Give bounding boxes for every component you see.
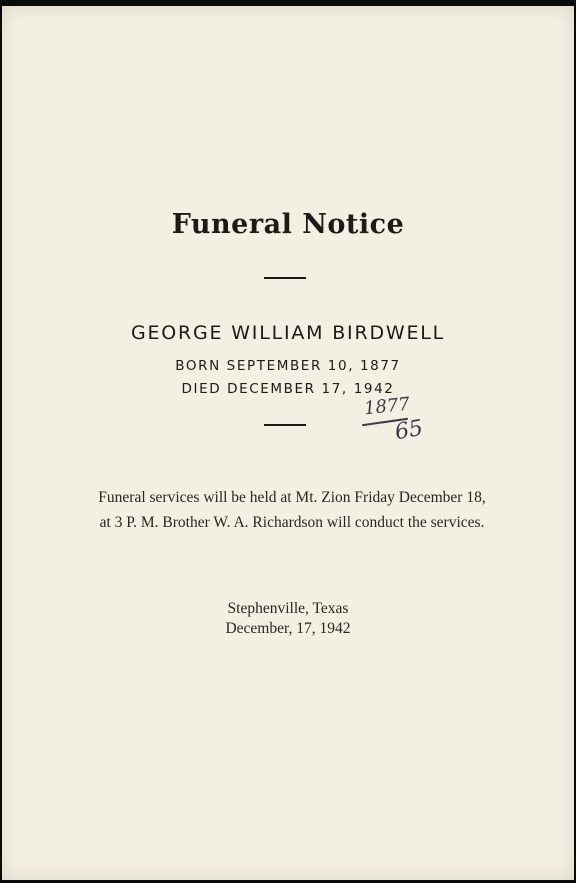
- handwritten-age: 65: [393, 415, 425, 446]
- funeral-notice-card: [2, 6, 574, 880]
- handwritten-year: 1877: [363, 393, 411, 420]
- birth-date: BORN SEPTEMBER 10, 1877: [175, 358, 401, 374]
- services-line-2: at 3 P. M. Brother W. A. Richardson will conduct the services.: [99, 514, 485, 531]
- divider-top: [264, 277, 306, 279]
- deceased-name: GEORGE WILLIAM BIRDWELL: [130, 322, 446, 344]
- place: Stephenville, Texas: [227, 600, 349, 617]
- services-text: [62, 485, 522, 535]
- place-and-date: [2, 599, 574, 639]
- notice-title: Funeral Notice: [171, 209, 405, 240]
- divider-bottom: [264, 424, 306, 426]
- services-line-1: Funeral services will be held at Mt. Zion Friday December 18,: [98, 489, 486, 506]
- notice-date: December, 17, 1942: [225, 620, 351, 637]
- death-date: DIED DECEMBER 17, 1942: [181, 381, 395, 397]
